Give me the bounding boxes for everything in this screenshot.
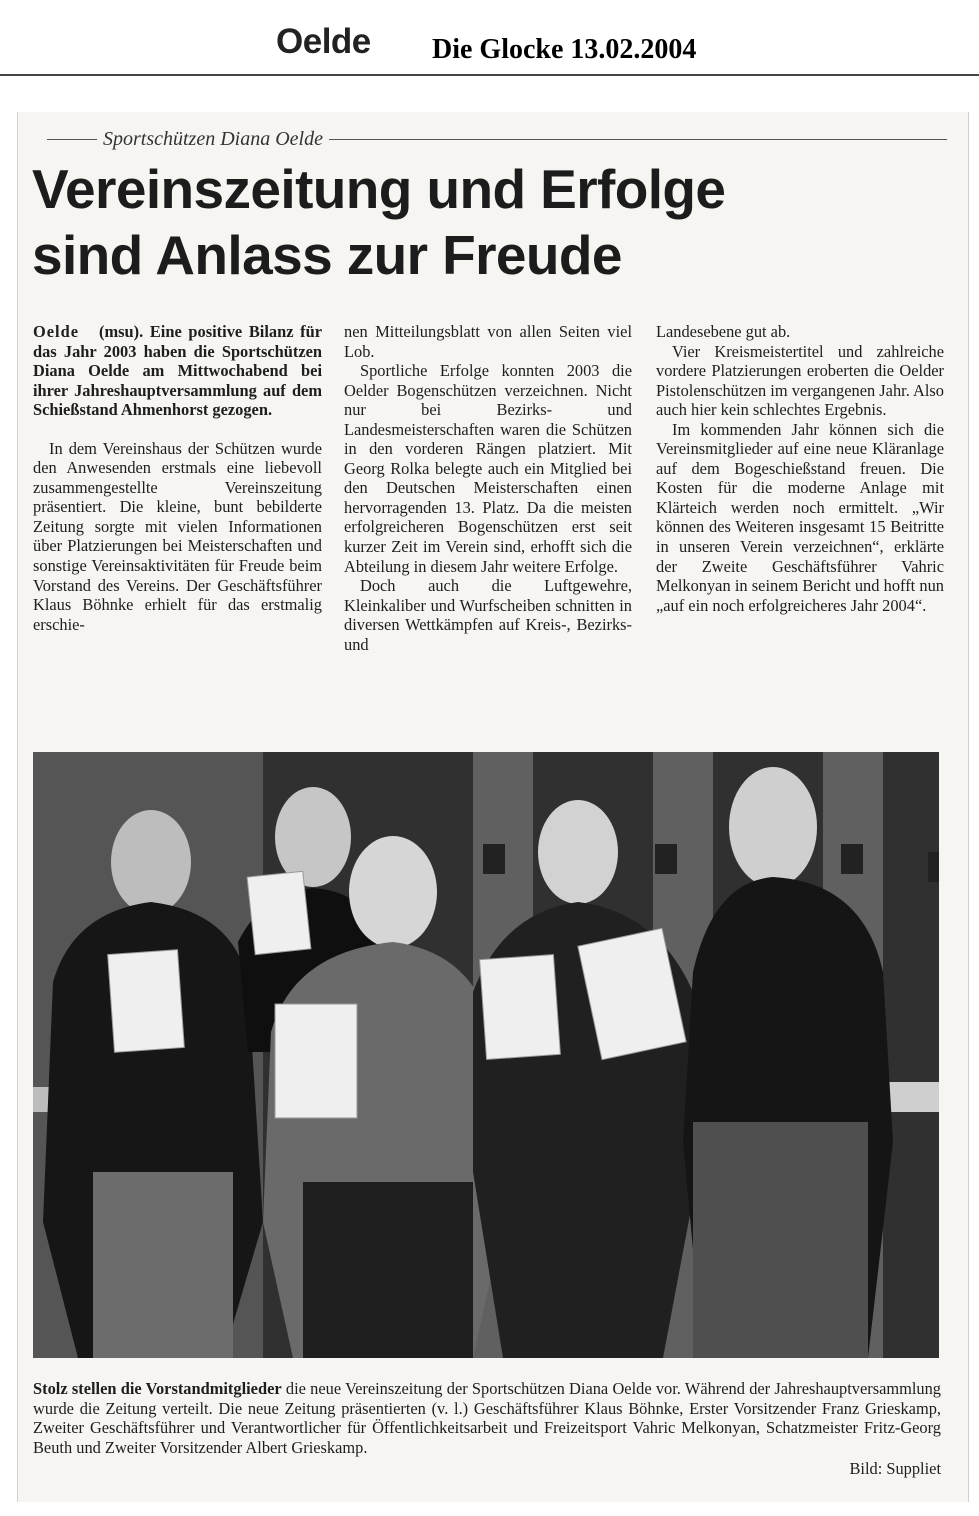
kicker-rule-right — [329, 139, 947, 140]
lead-text: (msu). Eine positive Bilanz für das Jahr 2003 haben die Sportschützen Diana Oelde am Mittwochabend bei ihrer Jahreshauptversammlung auf dem Schießstand Ahmenhorst gezogen. — [33, 322, 323, 420]
article-column-3 — [656, 322, 944, 615]
page-header — [0, 0, 979, 76]
caption-text: die neue Vereinszeitung der Sportschützen Diana Oelde vor. Während der Jahreshauptversammlung wurde die Zeitung verteilt. Die neue Zeitung präsentierten (v. l.) Geschäftsführer Klaus Böhnke, Erster Vorsitzender Franz Grieskamp, Zweiter Geschäftsführer und Verantwortlicher für Öffentlichkeitsarbeit und Freizeitsport Vahric Melkonyan, Schatzmeister Fritz-Georg Beuth und Zweiter Vorsitzender Albert Grieskamp. — [33, 1379, 941, 1457]
body-paragraph: Doch auch die Luftgewehre, Kleinkaliber und Wurfscheiben schnitten in diversen Wettkämpfen auf Kreis-, Bezirks- und — [344, 576, 632, 654]
header-city: Oelde — [276, 22, 371, 61]
body-paragraph: In dem Vereinshaus der Schützen wurde den Anwesenden erstmals eine liebevoll zusammengestellte Vereinszeitung präsentiert. Die kleine, bunt bebilderte Zeitung sorgte mit vielen Informationen über Platzierungen bei Meisterschaften und sonstige Vereinsaktivitäten für Freude beim Vorstand des Vereins. Der Geschäftsführer Klaus Böhnke erhielt für das erstmalig erschie- — [33, 438, 322, 634]
photo-credit: Bild: Suppliet — [849, 1459, 941, 1478]
lead-paragraph — [33, 322, 322, 420]
headline-line-2: sind Anlass zur Freude — [32, 224, 622, 286]
headline-line-1: Vereinszeitung und Erfolge — [32, 158, 726, 220]
kicker-text: Sportschützen Diana Oelde — [103, 127, 323, 150]
body-paragraph: nen Mitteilungsblatt von allen Seiten viel Lob. — [344, 322, 632, 361]
dateline: Oelde — [33, 322, 79, 341]
body-paragraph: Vier Kreismeistertitel und zahlreiche vordere Platzierungen eroberten die Oelder Pistolenschützen im vergangenen Jahr. Also auch hier kein schlechtes Ergebnis. — [656, 341, 944, 420]
group-photo — [33, 752, 939, 1358]
headline — [32, 156, 962, 288]
article-column-1 — [33, 322, 322, 634]
kicker-rule-left — [47, 139, 97, 140]
header-newspaper-date: Die Glocke 13.02.2004 — [432, 34, 697, 65]
article-column-2 — [344, 322, 632, 654]
group-photo-illustration — [33, 752, 939, 1358]
photo-caption — [33, 1379, 941, 1457]
kicker — [47, 126, 947, 152]
body-paragraph: Im kommenden Jahr können sich die Vereinsmitglieder auf eine neue Kläranlage auf dem Bogeschießstand freuen. Die Kosten für die moderne Anlage mit Klärteich werden noch ermittelt. „Wir können des Weiteren insgesamt 15 Beitritte in unseren Verein verzeichnen“, erklärte der Zweite Geschäftsführer Vahric Melkonyan in seinem Bericht und hofft nun „auf ein noch erfolgreicheres Jahr 2004“. — [656, 419, 944, 615]
body-paragraph: Landesebene gut ab. — [656, 322, 791, 341]
caption-lead: Stolz stellen die Vorstandmitglieder — [33, 1379, 282, 1398]
body-paragraph: Sportliche Erfolge konnten 2003 die Oelder Bogenschützen verzeichnen. Nicht nur bei Bezirks- und Landesmeisterschaften waren die Schützen in den vorderen Rängen platziert. Mit Georg Rolka belegte auch ein Mitglied bei den Deutschen Meisterschaften einen hervorragenden 13. Platz. Da die meisten erfolgreicheren Bogenschützen erst seit kurzer Zeit im Verein sind, erhofft sich die Abteilung in diesem Jahr weitere Erfolge. — [344, 361, 632, 576]
